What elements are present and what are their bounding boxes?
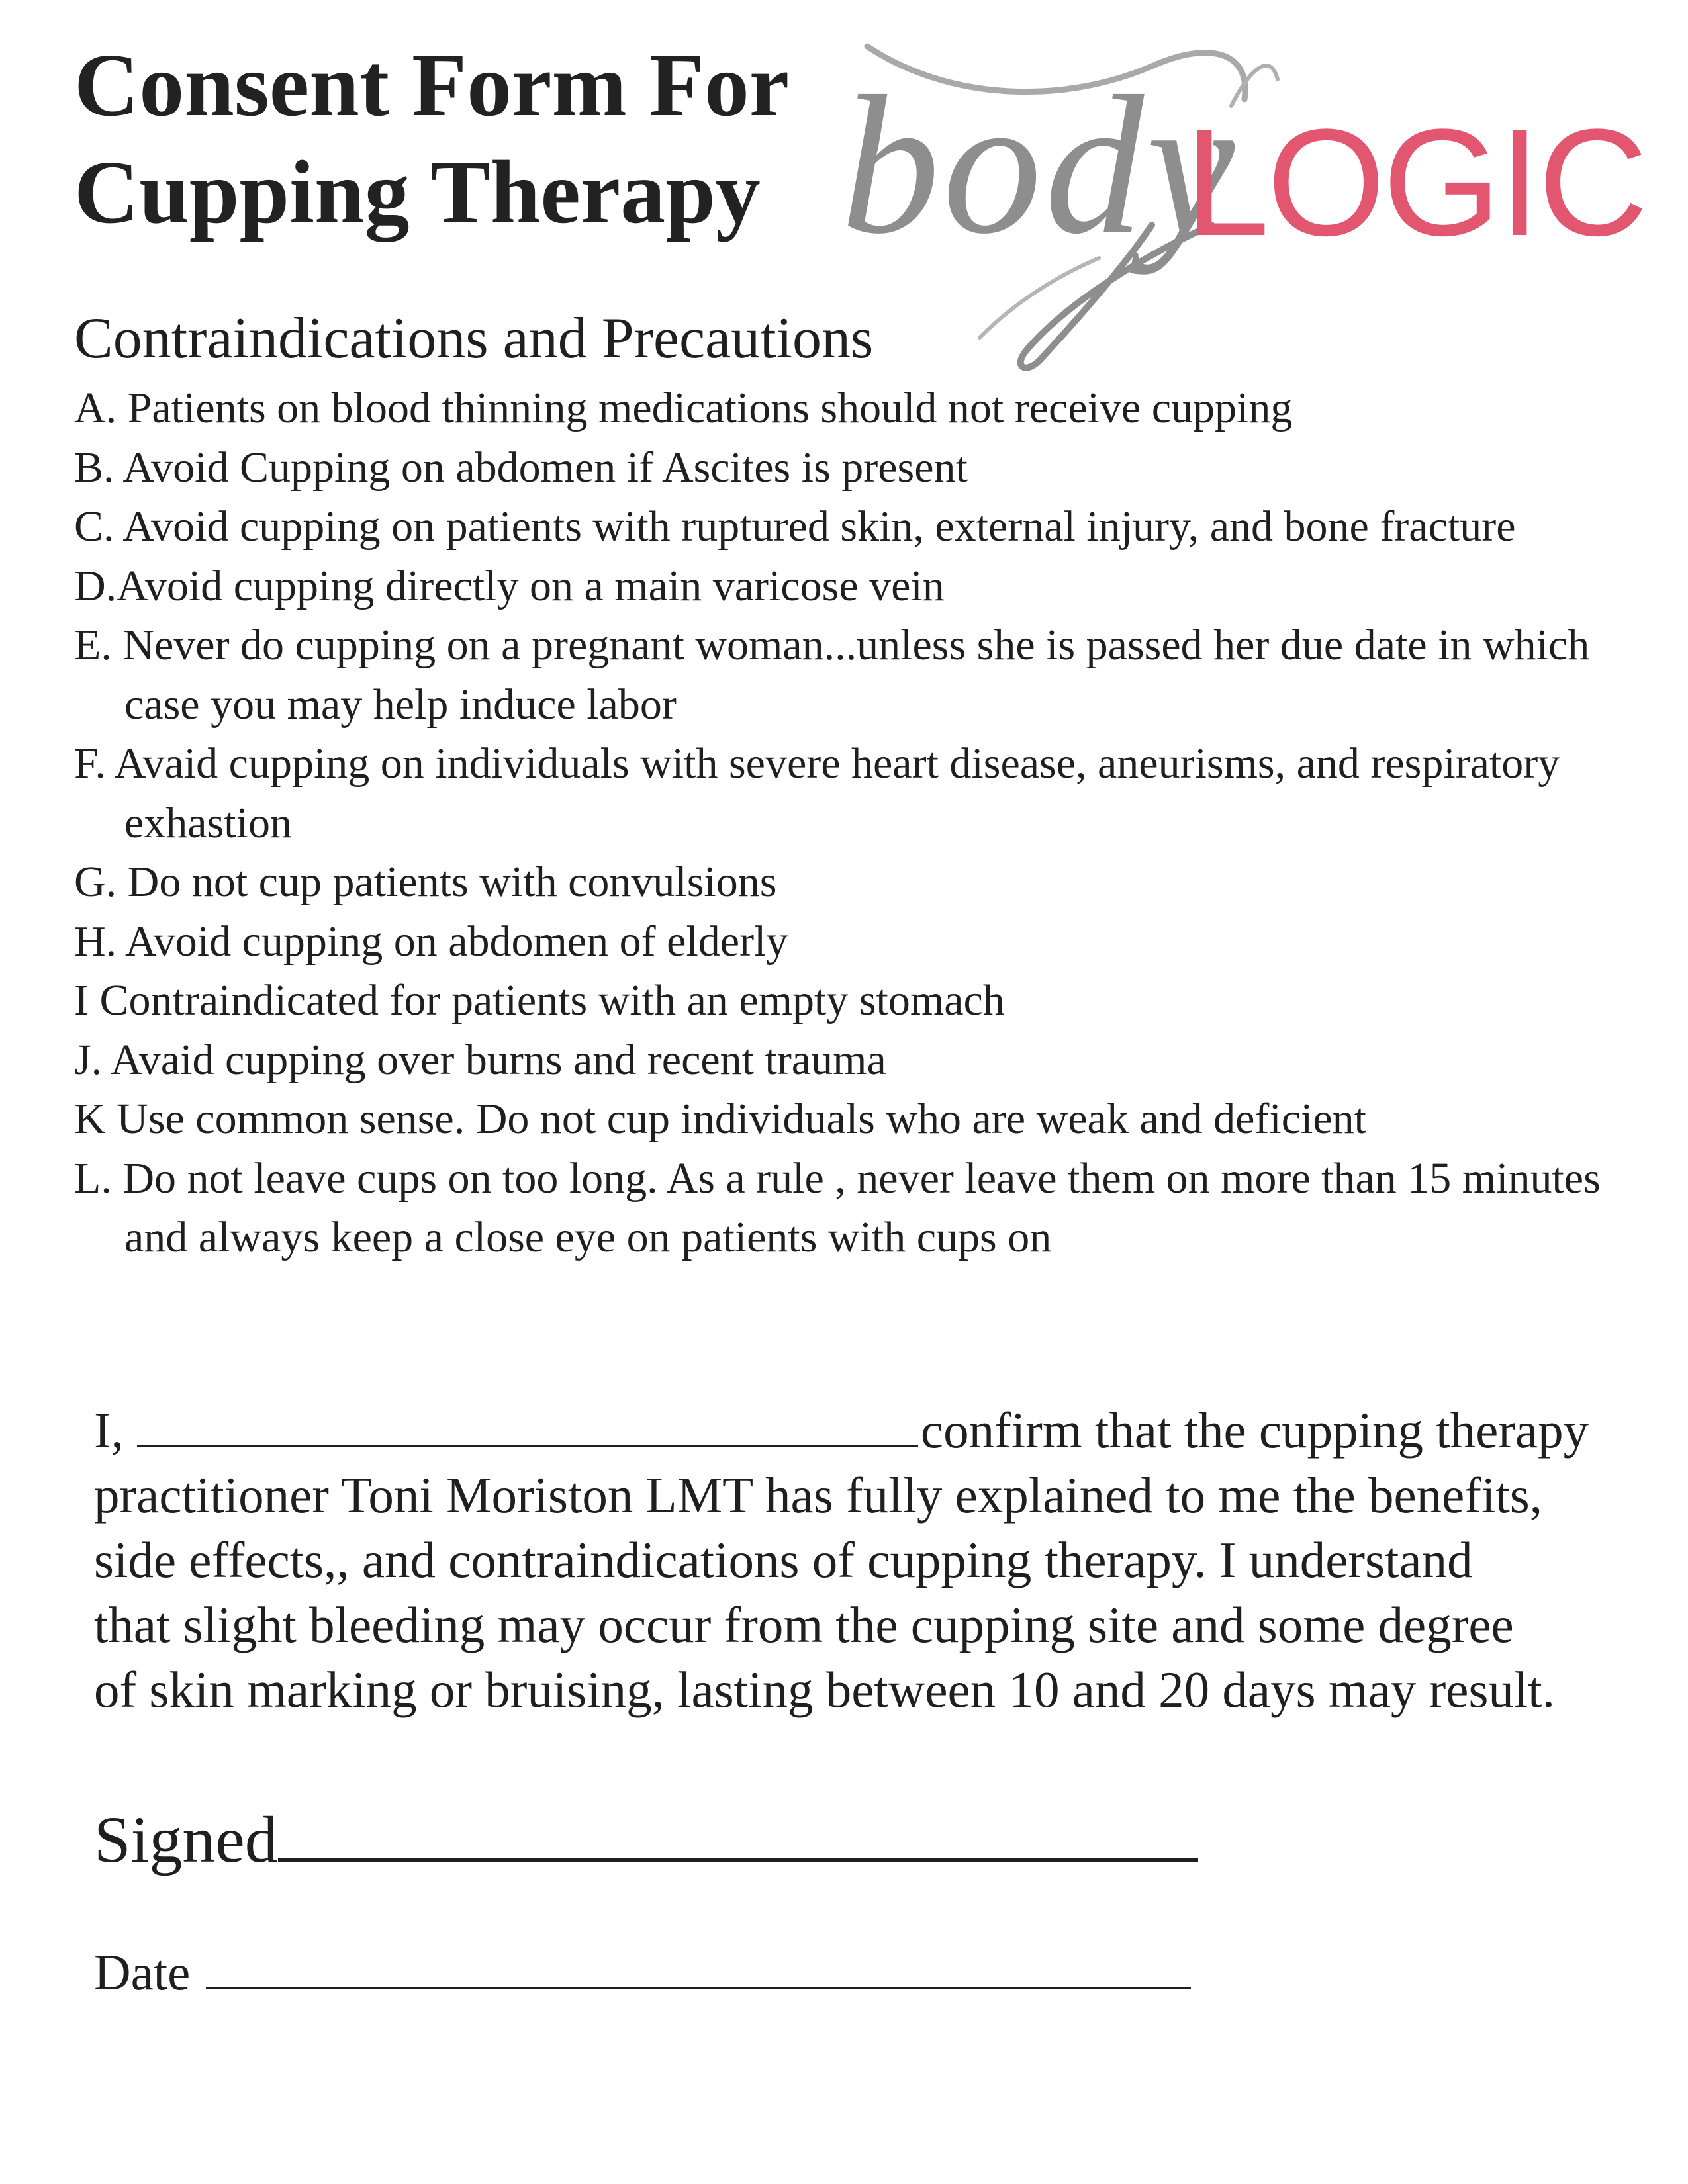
signed-label: Signed [94, 1803, 278, 1876]
list-item: K Use common sense. Do not cup individuals who are weak and deficient [74, 1095, 1366, 1143]
list-item: G. Do not cup patients with convulsions [74, 858, 777, 906]
signature-blank-field[interactable] [278, 1858, 1198, 1862]
consent-line-4: that slight bleeding may occur from the cupping site and some degree [94, 1596, 1514, 1653]
consent-line-5: of skin marking or bruising, lasting between 10 and 20 days may result. [94, 1661, 1555, 1718]
form-title [74, 32, 789, 246]
list-item: D.Avoid cupping directly on a main varicose vein [74, 561, 945, 610]
consent-statement [94, 1398, 1683, 1722]
list-item: A. Patients on blood thinning medications should not receive cupping [74, 384, 1293, 432]
consent-line-1-text: confirm that the cupping therapy [920, 1402, 1589, 1459]
list-item: J. Avaid cupping over burns and recent trauma [74, 1035, 886, 1084]
list-item: H. Avoid cupping on abdomen of elderly [74, 917, 788, 966]
date-row [94, 1939, 1191, 2005]
signature-row [94, 1800, 1198, 1880]
logo-block-word: LOGIC [1185, 97, 1646, 267]
contraindications-heading: Contraindications and Precautions [74, 306, 874, 371]
consent-line-3: side effects,, and contraindications of cupping therapy. I understand [94, 1531, 1473, 1588]
contraindications-list [74, 379, 1650, 1267]
list-item: C. Avoid cupping on patients with ruptured skin, external injury, and bone fracture [74, 502, 1516, 551]
form-title-line-1: Consent Form For [74, 36, 790, 135]
form-title-line-2: Cupping Therapy [74, 143, 761, 242]
list-item: B. Avoid Cupping on abdomen if Ascites is present [74, 443, 968, 492]
name-blank-field[interactable] [137, 1445, 918, 1447]
list-item: L. Do not leave cups on too long. As a rule , never leave them on more than 15 minutes and always keep a close eye on patients with cups on [74, 1154, 1601, 1261]
bodylogic-logo [841, 26, 1655, 371]
date-label: Date [94, 1944, 191, 2001]
list-item: I Contraindicated for patients with an empty stomach [74, 976, 1005, 1024]
date-blank-field[interactable] [206, 1987, 1191, 1989]
list-item: F. Avaid cupping on individuals with severe heart disease, aneurisms, and respiratory exhastion [74, 739, 1560, 847]
consent-line-1 [94, 1398, 1683, 1463]
list-item: E. Never do cupping on a pregnant woman...unless she is passed her due date in which case you may help induce labor [74, 621, 1590, 729]
logo-script-word: body [841, 55, 1238, 275]
consent-line-2: practitioner Toni Moriston LMT has fully explained to me the benefits, [94, 1467, 1542, 1524]
consent-prefix: I, [94, 1402, 124, 1459]
